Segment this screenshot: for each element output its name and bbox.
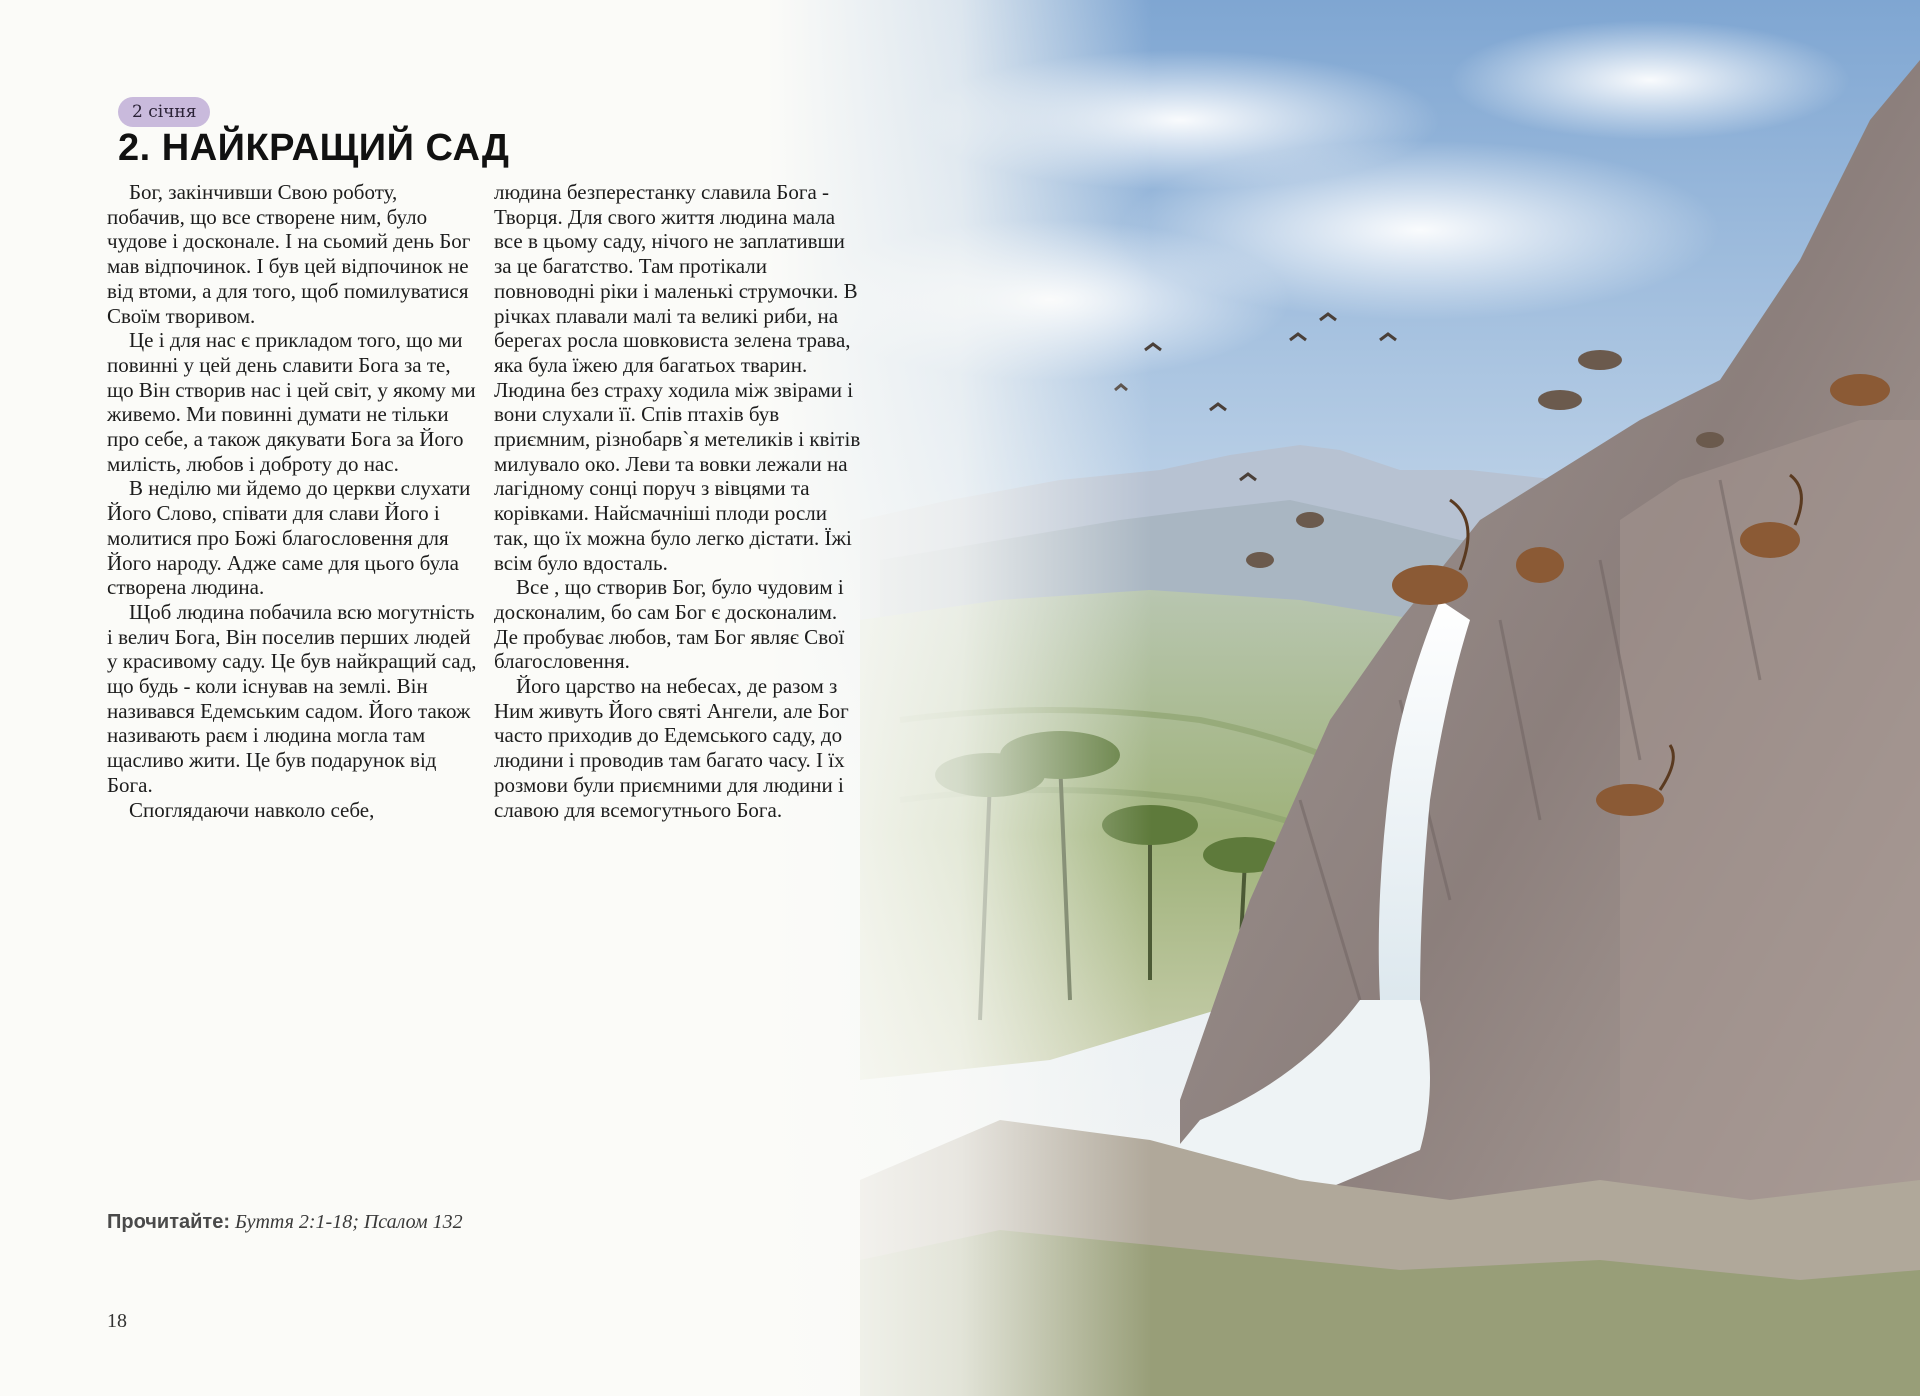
paragraph: Все , що створив Бог, було чудовим і досконалим, бо сам Бог є досконалим. Де пробуває любов, там Бог являє Свої благословення.	[494, 575, 845, 674]
text-column-left	[107, 180, 479, 822]
reading-references: Буття 2:1-18; Псалом 132	[235, 1211, 463, 1233]
chapter-title: 2. НАЙКРАЩИЙ САД	[118, 127, 510, 169]
paragraph: людина безперестанку славила Бога - Творця. Для свого життя людина мала все в цьому саду, нічого не заплативши за це багатство. Там протікали повноводні ріки і маленькі струмочки. В річках плавали малі та великі риби, на берегах росла шовковиста зелена трава, яка була їжею для багатьох тварин. Людина без страху ходила між звірами і вони слухали її. Спів птахів був приємним, різнобарв`я метеликів і квітів милувало око. Леви та вовки лежали на лагідному сонці поруч з вівцями та корівками. Найсмачніші плоди росли так, що їх можна було легко дістати. Їжі всім було вдосталь.	[494, 180, 861, 575]
paragraph: Бог, закінчивши Свою роботу, побачив, що все створене ним, було чудове і досконале. І на сьомий день Бог мав відпочинок. І був цей відпочинок не від втоми, а для того, щоб помилуватися Своїм творивом.	[107, 180, 471, 328]
paragraph: Споглядаючи навколо себе,	[129, 797, 375, 822]
paragraph: В неділю ми йдемо до церкви слухати Його Слово, співати для слави Його і молитися про Божі благословення для Його народу. Адже саме для цього була створена людина.	[107, 476, 471, 600]
text-column-right	[494, 180, 866, 822]
scripture-reading	[107, 1211, 463, 1234]
reading-label: Прочитайте:	[107, 1211, 231, 1233]
paragraph: Щоб людина побачила всю могутність і велич Бога, Він поселив перших людей у красивому саду. Це був найкращий сад, що будь - коли існував на землі. Він називався Едемським садом. Його також називають раєм і людина могла там щасливо жити. Це був подарунок від Бога.	[107, 599, 477, 797]
date-badge: 2 січня	[118, 97, 210, 127]
page-number: 18	[107, 1310, 127, 1332]
paragraph: Його царство на небесах, де разом з Ним живуть Його святі Ангели, але Бог часто приходив до Едемського саду, до людини і проводив там багато часу. І їх розмови були приємними для людини і славою для всемогутнього Бога.	[494, 674, 849, 822]
paragraph: Це і для нас є прикладом того, що ми повинні у цей день славити Бога за те, що Він створив нас і цей світ, у якому ми живемо. Ми повинні думати не тільки про себе, а також дякувати Бога за Його милість, любов і доброту до нас.	[107, 328, 476, 476]
